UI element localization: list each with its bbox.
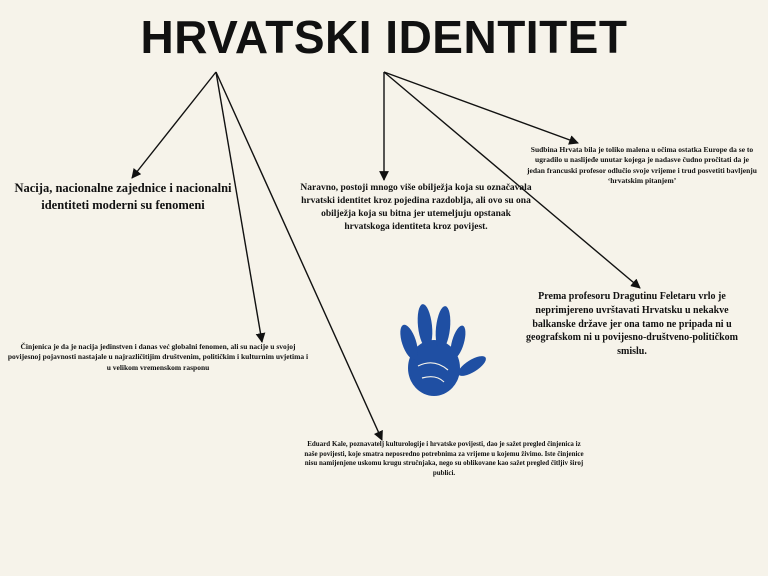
diagram-title: HRVATSKI IDENTITET: [140, 11, 628, 63]
arrow-to-n6: [216, 72, 382, 440]
node-moderni-fenomeni: Nacija, nacionalne zajednice i nacionalni identiteti moderni su fenomeni: [14, 181, 232, 213]
node-obiljezja-identiteta: Naravno, postoji mnogo više obilježja koja su označavala hrvatski identitet kroz pojedina razdoblja, ali ovo su ona obilježja koja su bitna jer utemeljuju opstanak hrvatskoga identiteta kroz povijest.: [300, 183, 532, 233]
arrow-to-n3: [384, 72, 578, 143]
arrow-to-n1: [132, 72, 216, 178]
node-feletar: Prema profesoru Dragutinu Feletaru vrlo je neprimjereno uvrštavati Hrvatsku u nekakve balkanske države jer ona tamo ne pripada ni u geografskom ni u povijesno-društveno-političkom smislu.: [526, 291, 738, 358]
node-eduard-kale: Eduard Kale, poznavatelj kulturologije i hrvatske povijesti, dao je sažet pregled činjenica iz naše povijesti, koje smatra neposredno potrebnima za vrijeme u kojemu živimo. Iste činjenice nisu namijenjene uskomu krugu stručnjaka, nego su oblikovane kao sažet pregled čitljiv široj publici.: [304, 440, 584, 477]
node-nacija-globalni-fenomen: Činjenica je da je nacija jedinstven i danas već globalni fenomen, ali su nacije u svojoj povijesnoj pojavnosti nastajale u najrazličitijim društvenim, političkim i kulturnim uvjetima i u velikom vremenskom rasponu: [7, 342, 309, 372]
node-hrvatsko-pitanje: Sudbina Hrvata bila je toliko malena u očima ostatka Europe da se to ugradilo u naslijeđe unutar kojega je nadasve čudno pročitati da je jedan francuski profesor odlučio svoje vrijeme i trud posvetiti bavljenju ‘hrvatskim pitanjem’: [527, 145, 757, 186]
handprint-icon: [382, 300, 492, 404]
